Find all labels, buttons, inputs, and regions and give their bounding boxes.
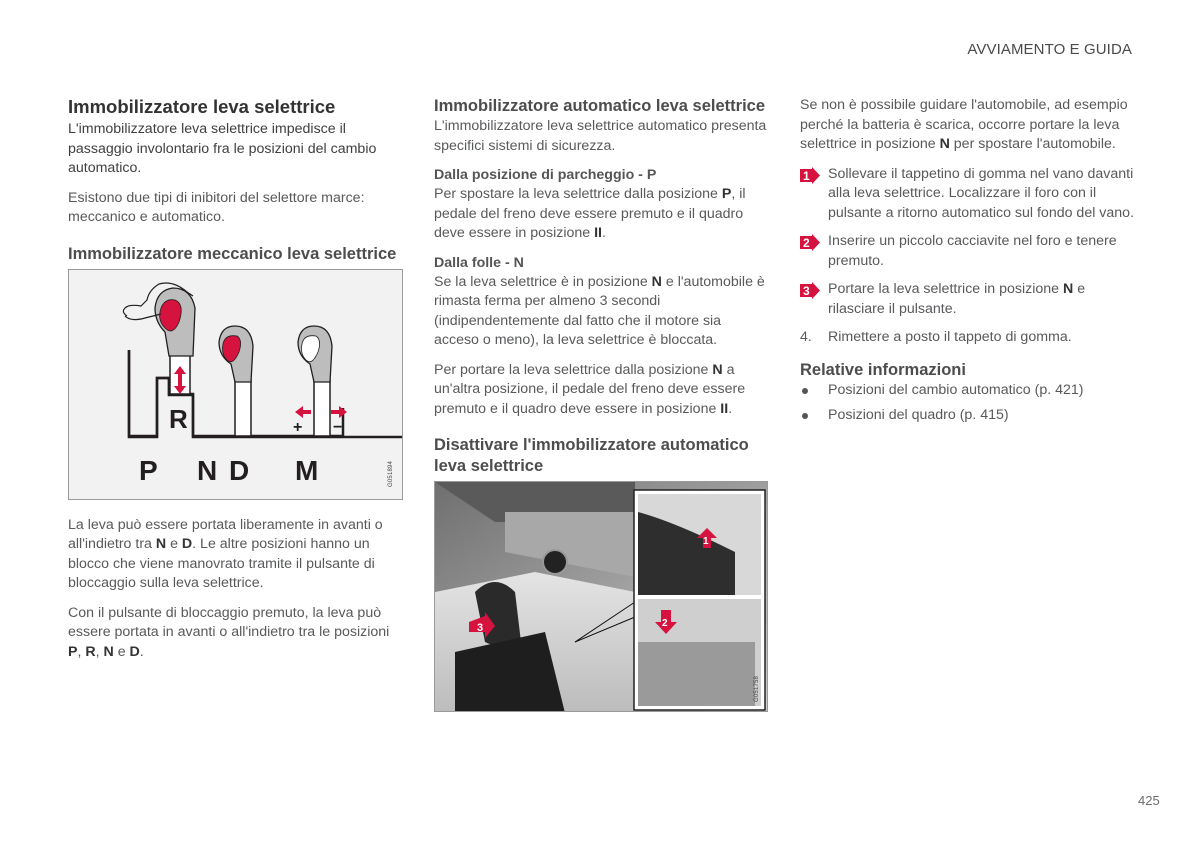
paragraph-from-neutral: Se la leva selettrice è in posizione N e l'automobile è rimasta ferma per almeno 3 secondi (indipendentemente dal fatto che il motore sia acceso o meno), la leva selettrice è bloccata. <box>434 273 765 348</box>
svg-text:P: P <box>139 454 158 486</box>
paragraph-free-movement: La leva può essere portata liberamente in avanti o all'indietro tra N e D. Le altre posizioni hanno un blocco che viene manovrato tramite il pulsante di bloccaggio sulla leva selettrice. <box>68 516 383 591</box>
center-console-image <box>435 482 768 712</box>
column-3 <box>800 96 1135 432</box>
step-2-arrow-icon <box>800 234 820 251</box>
step-2: 2 Inserire un piccolo cacciavite nel foro e tenere premuto. <box>800 232 1135 271</box>
paragraph-from-park: Per spostare la leva selettrice dalla posizione P, il pedale del freno deve essere premuto e il quadro deve essere in posizione II. <box>434 186 746 241</box>
svg-text:1: 1 <box>703 536 709 547</box>
gear-selector-illustration <box>68 269 403 500</box>
related-info-heading: Relative informazioni <box>800 360 966 379</box>
step-3-arrow-icon <box>800 282 820 299</box>
page-title: Immobilizzatore leva selettrice <box>68 96 336 117</box>
step-4-number: 4. <box>800 329 812 345</box>
heading-mechanical-lock: Immobilizzatore meccanico leva selettrice <box>68 244 397 263</box>
page-number: 425 <box>1138 793 1160 808</box>
paragraph-neutral-release: Per portare la leva selettrice dalla posizione N a un'altra posizione, il pedale del freno deve essere premuto e il quadro deve essere in posizione II. <box>434 361 746 417</box>
section-header: AVVIAMENTO E GUIDA <box>967 41 1132 58</box>
gear-lever-diagram <box>69 270 402 499</box>
svg-text:3: 3 <box>477 622 484 634</box>
heading-from-park: Dalla posizione di parcheggio - P <box>434 167 657 183</box>
bullet-icon <box>800 381 828 400</box>
svg-text:M: M <box>295 454 319 486</box>
column-1 <box>68 96 403 662</box>
automatic-intro: L'immobilizzatore leva selettrice automatico presenta specifici sistemi di sicurezza. <box>434 118 767 154</box>
svg-text:+: + <box>293 418 303 436</box>
step-4: 4. Rimettere a posto il tappeto di gomma. <box>800 328 1135 348</box>
console-photo-illustration <box>434 481 768 712</box>
paragraph-battery-discharged: Se non è possibile guidare l'automobile, ad esempio perché la batteria è scarica, occorre portare la leva selettrice in posizione N per spostare l'automobile. <box>800 97 1128 152</box>
figure-code: G051758 <box>754 675 760 702</box>
heading-automatic-lock: Immobilizzatore automatico leva selettrice <box>434 97 766 115</box>
step-3: 3 Portare la leva selettrice in posizione N e rilasciare il pulsante. <box>800 280 1135 319</box>
svg-text:−: − <box>333 418 343 436</box>
svg-text:2: 2 <box>662 618 668 629</box>
svg-text:N: N <box>197 454 218 486</box>
paragraph-types: Esistono due tipi di inibitori del selettore marce: meccanico e automatico. <box>68 189 365 225</box>
heading-from-neutral: Dalla folle - N <box>434 254 524 271</box>
figure-code: G051894 <box>388 460 394 487</box>
svg-text:3: 3 <box>803 284 810 298</box>
svg-text:D: D <box>229 454 250 486</box>
step-1: 1 Sollevare il tappetino di gomma nel vano davanti alla leva selettrice. Localizzare il foro con il pulsante a ritorno automatico sul fondo del vano. <box>800 165 1135 224</box>
bullet-icon <box>800 406 828 425</box>
related-link-gear-positions[interactable]: Posizioni del cambio automatico (p. 421) <box>800 381 1135 401</box>
intro-paragraph: L'immobilizzatore leva selettrice impedisce il passaggio involontario fra le posizioni del cambio automatico. <box>68 121 377 176</box>
step-1-arrow-icon <box>800 167 820 184</box>
paragraph-lock-button: Con il pulsante di bloccaggio premuto, la leva può essere portata in avanti o all'indietro tra le posizioni P, R, N e D. <box>68 604 390 660</box>
svg-text:2: 2 <box>803 236 810 250</box>
svg-text:R: R <box>169 403 188 434</box>
related-link-ignition-positions[interactable]: Posizioni del quadro (p. 415) <box>800 406 1135 426</box>
heading-disable-lock: Disattivare l'immobilizzatore automatico leva selettrice <box>434 436 749 475</box>
svg-text:1: 1 <box>803 168 810 183</box>
column-2 <box>434 96 769 712</box>
